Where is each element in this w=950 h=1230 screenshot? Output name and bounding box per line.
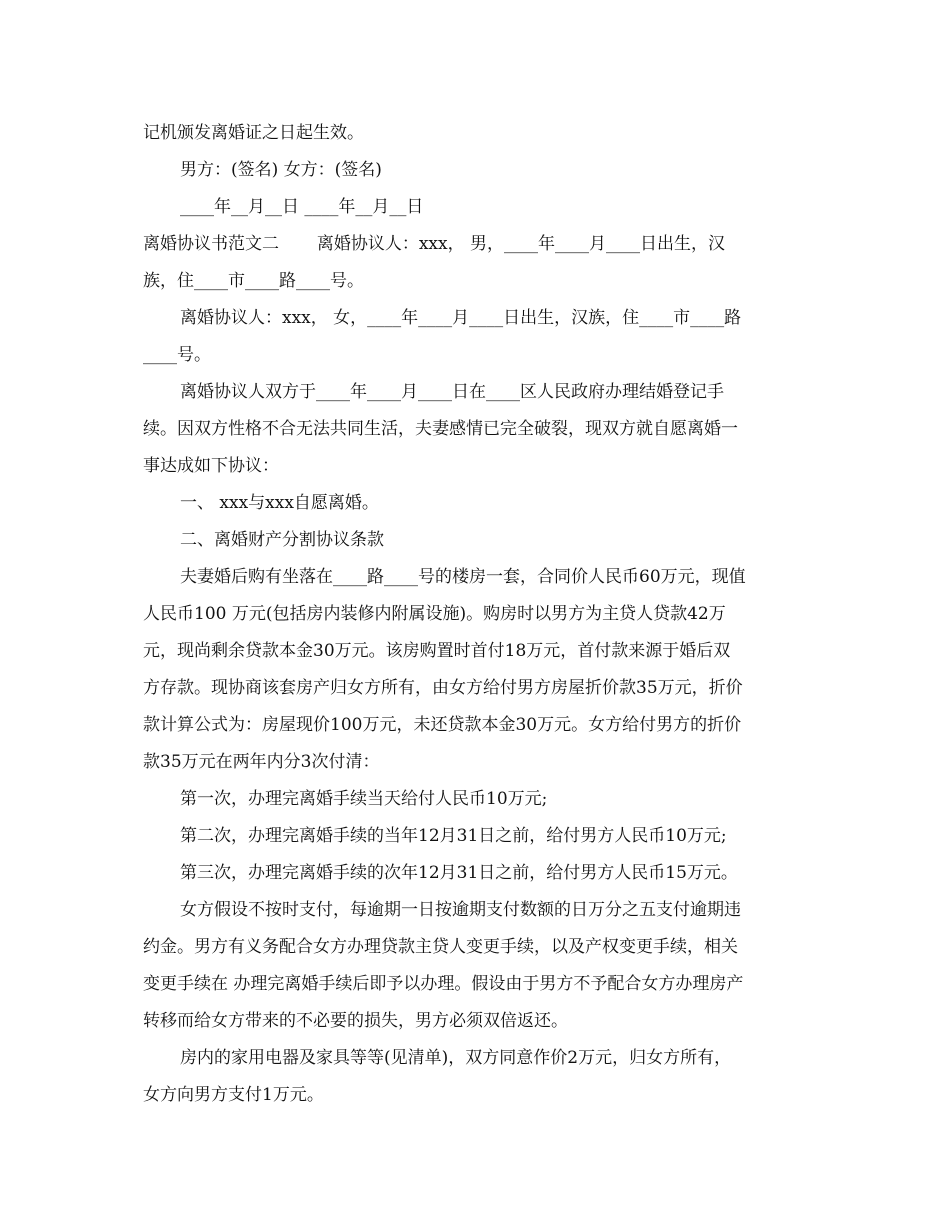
text-line: 女方向男方支付1万元。 [143, 1085, 324, 1105]
text-line: 记机颁发离婚证之日起生效。 [143, 123, 364, 143]
text-line: 族，住____市____路____号。 [143, 271, 364, 291]
signature-line: 男方：(签名) 女方：(签名) [180, 160, 382, 180]
text-line: ____号。 [143, 345, 211, 365]
clause-line: 一、 xxx与xxx自愿离婚。 [180, 493, 379, 513]
clause-line: 二、离婚财产分割协议条款 [180, 530, 384, 550]
payment-line: 第二次，办理完离婚手续的当年12月31日之前，给付男方人民币10万元; [180, 826, 727, 846]
text-line: 款35万元在两年内分3次付清： [143, 752, 380, 772]
text-line: 款计算公式为：房屋现价100万元，未还贷款本金30万元。女方给付男方的折价 [143, 715, 742, 735]
text-line: 离婚协议人：xxx， 女，____年____月____日出生，汉族，住____市____路 [180, 308, 742, 328]
text-line: 续。因双方性格不合无法共同生活，夫妻感情已完全破裂，现双方就自愿离婚一 [143, 419, 738, 439]
text-line: 人民币100 万元(包括房内装修内附属设施)。购房时以男方为主贷人贷款42万 [143, 604, 726, 624]
text-line: 转移而给女方带来的不必要的损失，男方必须双倍返还。 [143, 1011, 568, 1031]
document-body [143, 115, 808, 1114]
text-line: 约金。男方有义务配合女方办理贷款主贷人变更手续，以及产权变更手续，相关 [143, 937, 738, 957]
text-line: 变更手续在 办理完离婚手续后即予以办理。假设由于男方不予配合女方办理房产 [143, 974, 744, 994]
date-line: ____年__月__日 ____年__月__日 [180, 197, 424, 217]
text-line: 房内的家用电器及家具等等(见清单)，双方同意作价2万元，归女方所有， [180, 1048, 732, 1068]
text-line: 事达成如下协议： [143, 456, 279, 476]
text-line: 方存款。现协商该套房产归女方所有，由女方给付男方房屋折价款35万元，折价 [143, 678, 743, 698]
text-line: 夫妻婚后购有坐落在____路____号的楼房一套，合同价人民币60万元，现值 [180, 567, 746, 587]
payment-line: 第三次，办理完离婚手续的次年12月31日之前，给付男方人民币15万元。 [180, 863, 738, 883]
text-line: 女方假设不按时支付，每逾期一日按逾期支付数额的日万分之五支付逾期违 [180, 900, 741, 920]
section-heading-line: 离婚协议书范文二 离婚协议人：xxx， 男，____年____月____日出生，汉 [143, 234, 725, 254]
text-line: 离婚协议人双方于____年____月____日在____区人民政府办理结婚登记手 [180, 382, 724, 402]
payment-line: 第一次，办理完离婚手续当天给付人民币10万元; [180, 789, 548, 809]
text-line: 元，现尚剩余贷款本金30万元。该房购置时首付18万元，首付款来源于婚后双 [143, 641, 731, 661]
